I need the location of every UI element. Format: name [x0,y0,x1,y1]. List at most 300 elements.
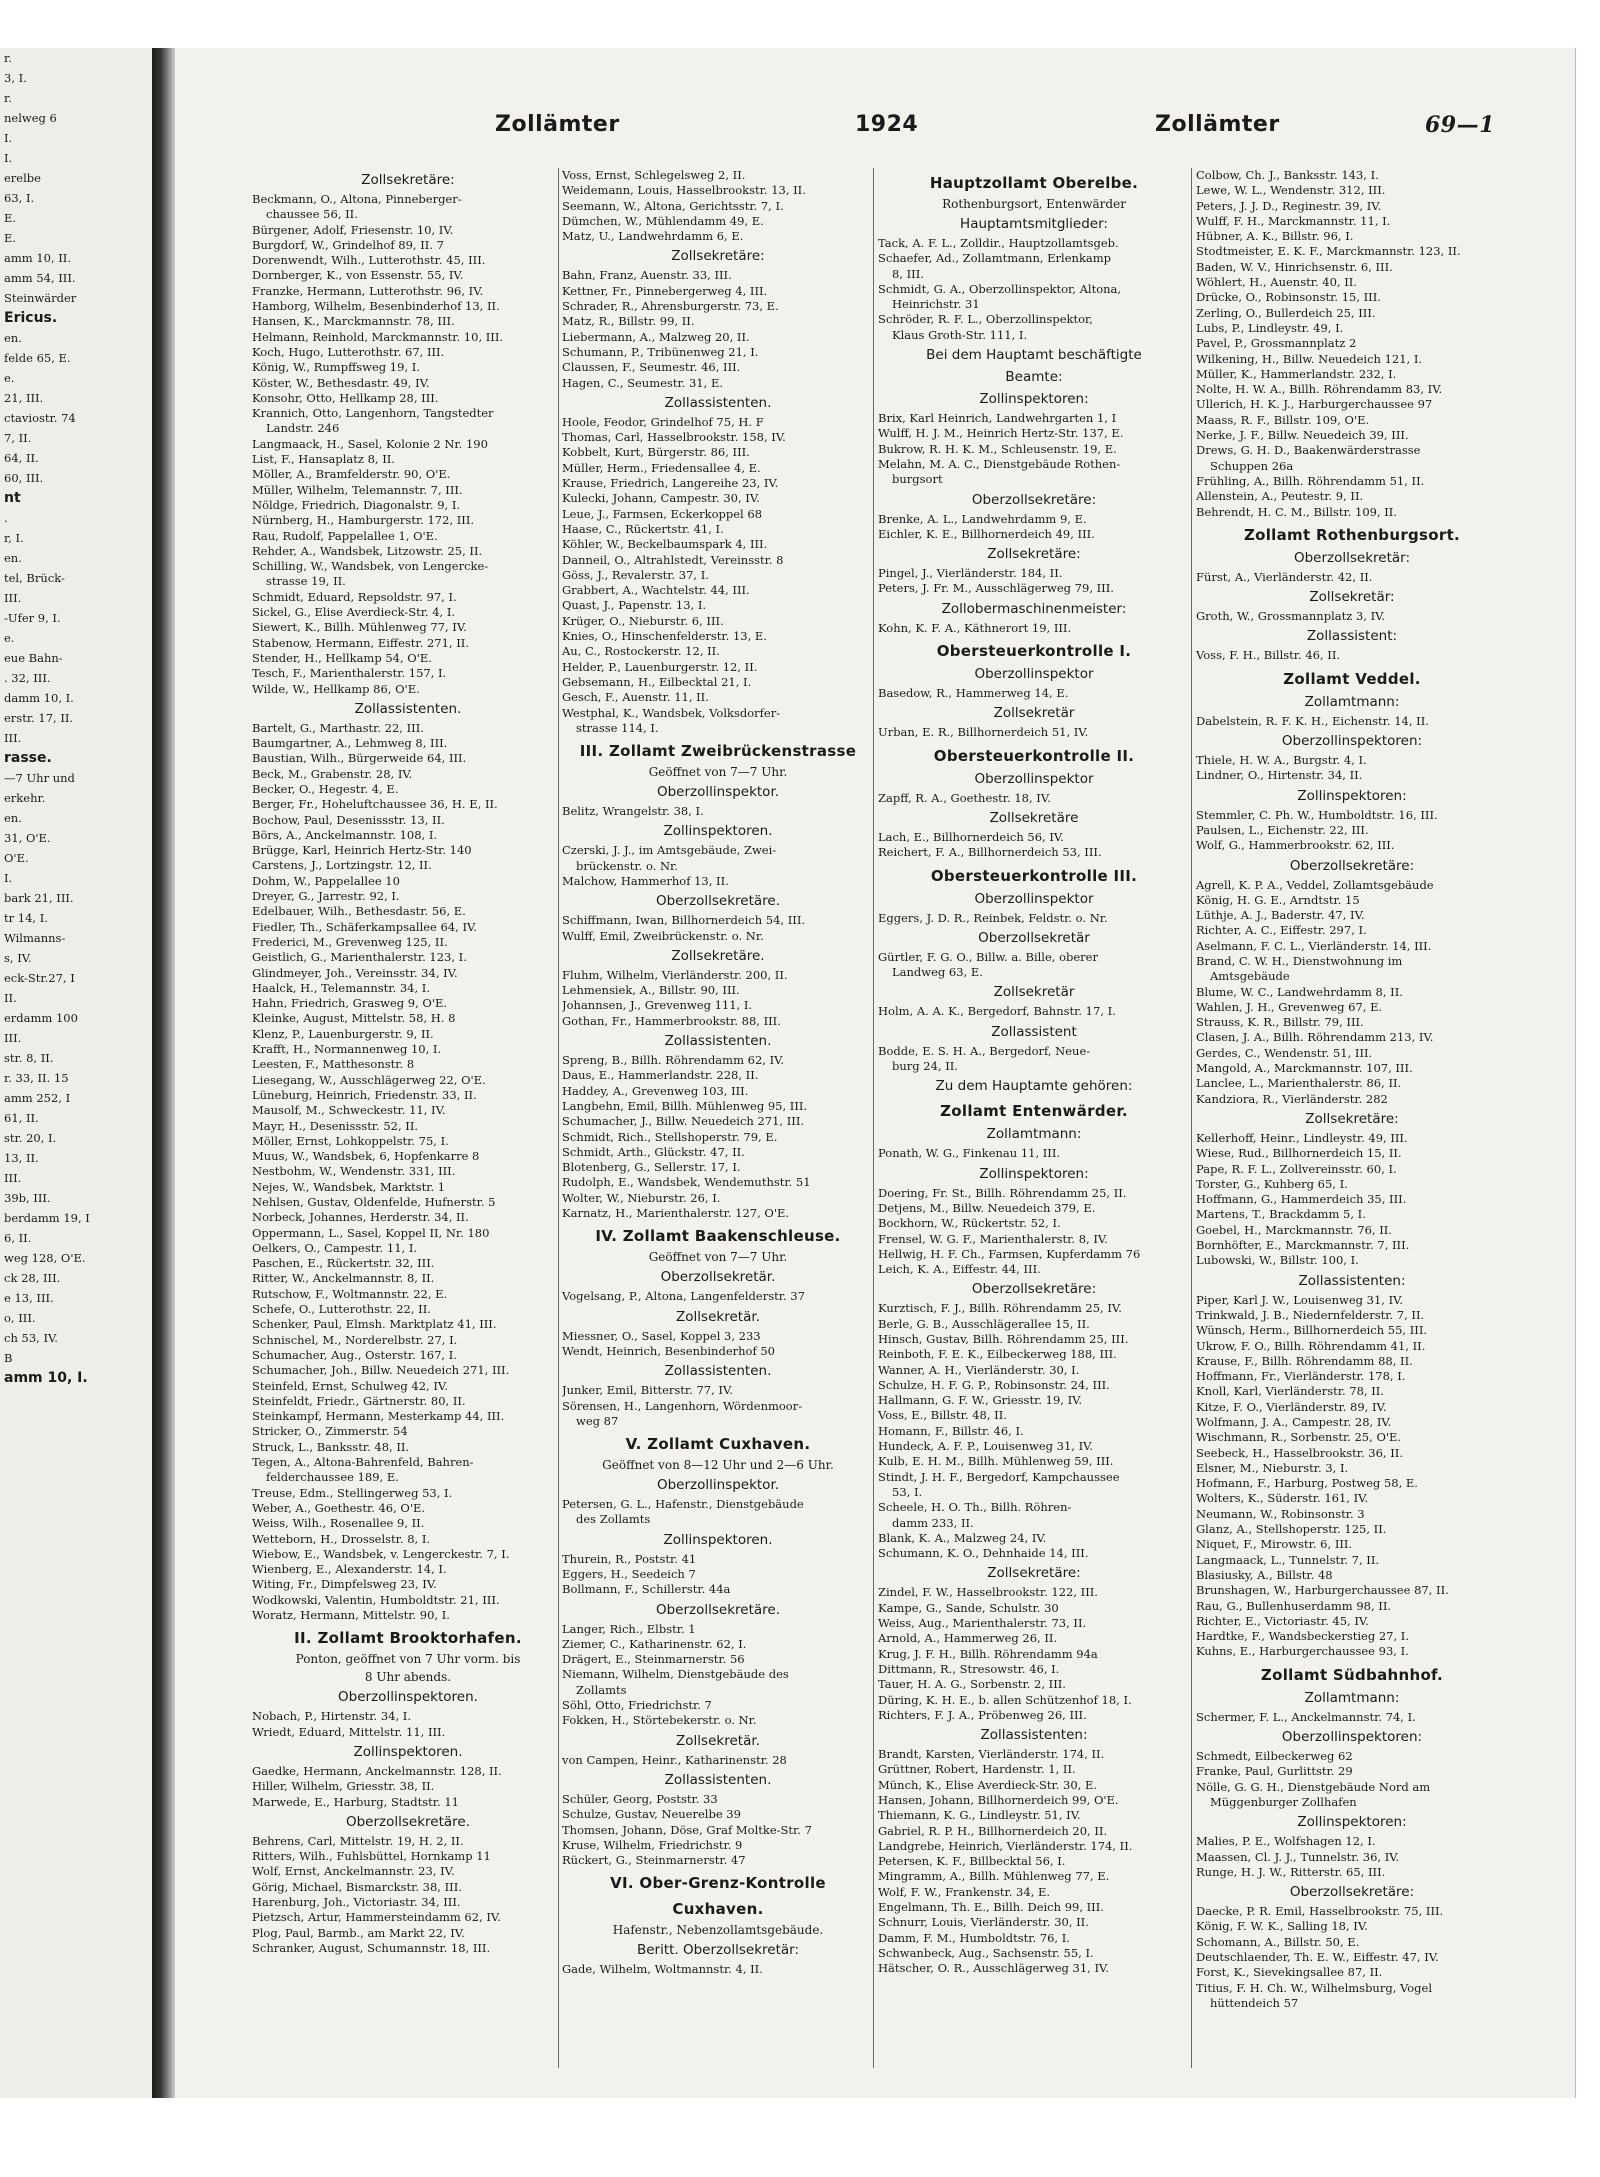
directory-entry: von Campen, Heinr., Katharinenstr. 28 [562,1752,787,1767]
directory-entry: Strauss, K. R., Billstr. 79, III. [1196,1015,1364,1030]
entry-continuation: burg 24, II. [892,1059,958,1074]
directory-entry: Vogelsang, P., Altona, Langenfelderstr. 37 [562,1289,805,1304]
rank-heading: Zollsekretär [993,984,1075,1001]
strip-line: eue Bahn- [4,651,63,665]
directory-entry: Seemann, W., Altona, Gerichtsstr. 7, I. [562,198,784,213]
entry-continuation: damm 233, II. [892,1515,974,1530]
directory-entry: Ziemer, C., Katharinenstr. 62, I. [562,1636,747,1651]
directory-entry: Zerling, O., Bullerdeich 25, III. [1196,305,1376,320]
header-year: 1924 [855,112,919,137]
rank-heading: Zollinspektoren: [1297,1814,1407,1831]
directory-entry: Basedow, R., Hammerweg 14, E. [878,686,1069,701]
directory-entry: Edelbauer, Wilh., Bethesdastr. 56, E. [252,904,466,919]
directory-entry: Voss, F. H., Billstr. 46, II. [1196,648,1341,663]
rank-heading: Zollamtmann: [1304,693,1400,710]
directory-entry: Blank, K. A., Malzweg 24, IV. [878,1530,1047,1545]
directory-entry: Krause, Friedrich, Langereihe 23, IV. [562,476,779,491]
directory-entry: König, W., Rumpffsweg 19, I. [252,360,420,375]
directory-entry: Beckmann, O., Altona, Pinneberger- [252,192,462,206]
directory-entry: Goebel, H., Marckmannstr. 76, II. [1196,1222,1392,1237]
directory-entry: Niemann, Wilhelm, Dienstgebäude des [562,1667,789,1682]
strip-line: amm 10, II. [4,251,72,265]
directory-entry: Franke, Paul, Gurlittstr. 29 [1196,1764,1353,1779]
directory-entry: Frensel, W. G. F., Marienthalerstr. 8, IV. [878,1231,1108,1246]
directory-entry: Schermer, F. L., Anckelmannstr. 74, I. [1196,1709,1416,1724]
directory-entry: Ullerich, H. K. J., Harburgerchaussee 97 [1196,397,1433,412]
directory-entry: Schumacher, Joh., Billw. Neuedeich 271, III. [252,1363,510,1378]
office-heading: Cuxhaven. [672,1900,764,1919]
directory-entry: Krafft, H., Normannenweg 10, I. [252,1042,442,1057]
directory-entry: Wulff, Emil, Zweibrückenstr. o. Nr. [562,928,764,943]
directory-entry: Hofmann, F., Harburg, Postweg 58, E. [1196,1476,1418,1491]
directory-entry: Beck, M., Grabenstr. 28, IV. [252,766,413,781]
directory-entry: Marwede, E., Harburg, Stadtstr. 11 [252,1794,459,1809]
entry-continuation: chaussee 56, II. [266,207,358,222]
directory-entry: Pingel, J., Vierländerstr. 184, II. [878,566,1063,581]
directory-entry: Czerski, J. J., im Amtsgebäude, Zwei- [562,843,777,858]
column-2 [562,168,874,2068]
directory-entry: Titius, F. H. Ch. W., Wilhelmsburg, Vogel [1196,1980,1433,1995]
strip-line: o, III. [4,1311,36,1325]
directory-entry: Voss, E., Billstr. 48, II. [878,1408,1007,1423]
strip-line: 3, I. [4,71,27,85]
directory-entry: Aselmann, F. C. L., Vierländerstr. 14, III. [1196,938,1432,953]
directory-entry: König, H. G. E., Arndtstr. 15 [1196,892,1360,907]
rank-heading: Zollsekretäre: [1305,1110,1399,1127]
office-heading: III. Zollamt Zweibrückenstrasse [579,742,857,761]
strip-line: -Ufer 9, I. [4,611,61,625]
directory-entry: Richter, E., Victoriastr. 45, IV. [1196,1613,1369,1628]
directory-entry: Ritters, Wilh., Fuhlsbüttel, Hornkamp 11 [252,1849,491,1864]
office-note: Geöffnet von 8—12 Uhr und 2—6 Uhr. [602,1458,834,1473]
rank-heading: Zollsekretäre. [671,947,765,964]
directory-entry: Malchow, Hammerhof 13, II. [562,873,729,888]
directory-entry: Lubs, P., Lindleystr. 49, I. [1196,320,1344,335]
directory-entry: Wodkowski, Valentin, Humboldtstr. 21, III. [252,1592,500,1607]
directory-entry: Schröder, R. F. L., Oberzollinspektor, [878,312,1093,327]
directory-entry: Schiffmann, Iwan, Billhornerdeich 54, III. [562,913,806,928]
directory-entry: Pape, R. F. L., Zollvereinsstr. 60, I. [1196,1161,1397,1176]
directory-entry: Brandt, Karsten, Vierländerstr. 174, II. [878,1747,1105,1762]
strip-line: I. [4,151,13,165]
directory-entry: Schrader, R., Ahrensburgerstr. 73, E. [562,299,779,314]
strip-line: 63, I. [4,191,35,205]
directory-entry: Dorenwendt, Wilh., Lutterothstr. 45, III. [252,253,486,268]
strip-line: III. [4,1031,22,1045]
strip-line: erelbe [4,171,41,185]
rank-heading: Zollsekretär. [676,1308,760,1325]
directory-entry: Martens, T., Brackdamm 5, I. [1196,1207,1366,1222]
directory-entry: Nerke, J. F., Billw. Neuedeich 39, III. [1196,428,1409,443]
directory-entry: Krause, F., Billh. Röhrendamm 88, II. [1196,1353,1413,1368]
directory-entry: Schulze, Gustav, Neuerelbe 39 [562,1807,741,1822]
directory-entry: Niquet, F., Mirowstr. 6, III. [1196,1537,1353,1552]
strip-line: —7 Uhr und [4,771,75,785]
directory-entry: Dreyer, G., Jarrestr. 92, I. [252,889,400,904]
directory-entry: Melahn, M. A. C., Dienstgebäude Rothen- [878,456,1121,471]
directory-entry: Haalck, H., Telemannstr. 34, I. [252,980,430,995]
rank-heading: Zollassistent: [1306,628,1398,645]
directory-entry: Rau, Rudolf, Pappelallee 1, O'E. [252,528,438,543]
directory-entry: Petersen, G. L., Hafenstr., Dienstgebäude [562,1497,804,1512]
directory-entry: Hinsch, Gustav, Billh. Röhrendamm 25, III. [878,1331,1129,1346]
directory-entry: Rückert, G., Steinmarnerstr. 47 [562,1853,746,1868]
directory-entry: Glindmeyer, Joh., Vereinsstr. 34, IV. [252,965,458,980]
directory-entry: Tesch, F., Marienthalerstr. 157, I. [252,666,447,681]
directory-entry: Colbow, Ch. J., Banksstr. 143, I. [1196,168,1379,182]
strip-line: 61, II. [4,1111,39,1125]
directory-entry: Gebsemann, H., Eilbecktal 21, I. [562,674,752,689]
rank-heading: Zu dem Hauptamte gehören: [935,1078,1133,1095]
directory-entry: Au, C., Rostockerstr. 12, II. [562,644,720,659]
directory-entry: Neumann, W., Robinsonstr. 3 [1196,1506,1365,1521]
binding-gutter [152,48,175,2098]
directory-entry: Helder, P., Lauenburgerstr. 12, II. [562,659,758,674]
rank-heading: Zollsekretäre: [987,1565,1081,1582]
strip-line: e 13, III. [4,1291,54,1305]
directory-entry: Brand, C. W. H., Dienstwohnung im [1196,953,1403,968]
directory-entry: Berger, Fr., Hoheluftchaussee 36, H. E, II. [252,797,498,812]
directory-entry: Schilling, W., Wandsbek, von Lengercke- [252,559,489,574]
directory-entry: Nobach, P., Hirtenstr. 34, I. [252,1709,411,1724]
directory-entry: Muus, W., Wandsbek, 6, Hopfenkarre 8 [252,1149,480,1164]
directory-entry: Liebermann, A., Malzweg 20, II. [562,329,750,344]
rank-heading: Oberzollinspektoren: [1281,1729,1423,1746]
directory-entry: Krüger, O., Nieburstr. 6, III. [562,613,724,628]
directory-entry: Haddey, A., Grevenweg 103, III. [562,1083,749,1098]
directory-entry: Drägert, E., Steinmarnerstr. 56 [562,1652,745,1667]
directory-entry: Lüthje, A. J., Baderstr. 47, IV. [1196,908,1365,923]
directory-entry: Schüler, Georg, Poststr. 33 [562,1791,718,1806]
strip-line: nt [4,490,21,506]
rank-heading: Oberzollsekretäre: [971,1281,1097,1298]
strip-line: erstr. 17, II. [4,711,74,725]
directory-entry: Wahlen, J. H., Grevenweg 67, E. [1196,999,1383,1014]
directory-entry: Börs, A., Anckelmannstr. 108, I. [252,827,438,842]
directory-entry: Stindt, J. H. F., Bergedorf, Kampchaussee [878,1469,1120,1484]
directory-entry: Wulff, H. J. M., Heinrich Hertz-Str. 137, E. [878,426,1124,441]
directory-entry: Malies, P. E., Wolfshagen 12, I. [1196,1834,1376,1849]
entry-continuation: Müggenburger Zollhafen [1210,1794,1357,1809]
directory-entry: Drücke, O., Robinsonstr. 15, III. [1196,290,1381,305]
directory-entry: Rudolph, E., Wandsbek, Wendemuthstr. 51 [562,1175,811,1190]
directory-entry: Stodtmeister, E. K. F., Marckmannstr. 123, II. [1196,244,1461,259]
rank-heading: Oberzollinspektor. [656,784,780,801]
directory-entry: Behrens, Carl, Mittelstr. 19, H. 2, II. [252,1833,464,1848]
rank-heading: Oberzollsekretäre: [1289,857,1415,874]
directory-entry: Tegen, A., Altona-Bahrenfeld, Bahren- [252,1455,474,1470]
directory-entry: Matz, R., Billstr. 99, II. [562,314,695,329]
directory-entry: Woratz, Hermann, Mittelstr. 90, I. [252,1608,450,1623]
strip-line: Steinwärder [4,291,77,305]
strip-line: 31, O'E. [4,831,51,845]
directory-entry: Möller, A., Bramfelderstr. 90, O'E. [252,467,451,482]
directory-entry: Franzke, Hermann, Lutterothstr. 96, IV. [252,283,484,298]
directory-entry: Schenker, Paul, Elmsh. Marktplatz 41, III. [252,1317,497,1332]
directory-entry: Hahn, Friedrich, Grasweg 9, O'E. [252,996,448,1011]
directory-entry: Doering, Fr. St., Billh. Röhrendamm 25, II. [878,1185,1127,1200]
directory-entry: Kampe, G., Sande, Schulstr. 30 [878,1600,1059,1615]
directory-entry: Harenburg, Joh., Victoriastr. 34, III. [252,1894,461,1909]
strip-line: I. [4,131,13,145]
directory-entry: Junker, Emil, Bitterstr. 77, IV. [562,1383,733,1398]
directory-entry: Schumann, P., Tribünenweg 21, I. [562,344,759,359]
strip-line: erkehr. [4,791,46,805]
rank-heading: Oberzollinspektor. [656,1477,780,1494]
rank-heading: Oberzollsekretäre. [345,1813,471,1830]
directory-entry: Fokken, H., Störtebekerstr. o. Nr. [562,1713,757,1728]
strip-line: 39b, III. [4,1191,51,1205]
directory-entry: Langer, Rich., Elbstr. 1 [562,1621,696,1636]
directory-entry: Berle, G. B., Ausschlägerallee 15, II. [878,1316,1090,1331]
strip-line: erdamm 100 [4,1011,78,1025]
directory-entry: Möller, Ernst, Lohkoppelstr. 75, I. [252,1133,449,1148]
directory-entry: Peters, J. J. D., Reginestr. 39, IV. [1196,198,1382,213]
office-heading: Obersteuerkontrolle I. [936,642,1132,661]
strip-line: damm 10, I. [4,691,74,705]
directory-entry: Thurein, R., Poststr. 41 [562,1551,697,1566]
rank-heading: Zollsekretäre: [987,546,1081,563]
entry-continuation: weg 87 [576,1413,619,1428]
rank-heading: Zollinspektoren. [663,823,773,840]
rank-heading: Oberzollsekretäre. [655,1601,781,1618]
office-heading: VI. Ober-Grenz-Kontrolle [610,1874,826,1893]
directory-entry: Schumacher, J., Billw. Neuedeich 271, III. [562,1114,805,1129]
directory-entry: Wolter, W., Nieburstr. 26, I. [562,1190,721,1205]
entry-continuation: hüttendeich 57 [1210,1995,1299,2010]
directory-entry: Köhler, W., Beckelbaumspark 4, III. [562,537,768,552]
directory-entry: Johannsen, J., Grevenweg 111, I. [562,998,753,1013]
directory-entry: Wischmann, R., Sorbenstr. 25, O'E. [1196,1430,1402,1445]
directory-entry: Kandziora, R., Vierländerstr. 282 [1196,1091,1388,1106]
directory-entry: Eichler, K. E., Billhornerdeich 49, III. [878,526,1095,541]
directory-entry: Nehlsen, Gustav, Oldenfelde, Hufnerstr. 5 [252,1195,496,1209]
directory-entry: Knies, O., Hinschenfelderstr. 13, E. [562,629,767,644]
column-3 [878,168,1190,2068]
strip-line: felde 65, E. [4,351,71,365]
strip-line: B [4,1351,13,1365]
directory-entry: Geistlich, G., Marienthalerstr. 123, I. [252,950,467,965]
directory-entry: Lehmensiek, A., Billstr. 90, III. [562,983,740,998]
directory-entry: Richters, F. J. A., Pröbenweg 26, III. [878,1707,1087,1722]
strip-line: 13, II. [4,1151,39,1165]
entry-continuation: Klaus Groth-Str. 111, I. [892,327,1028,342]
directory-entry: Mingramm, A., Billh. Mühlenweg 77, E. [878,1869,1110,1884]
directory-entry: Piper, Karl J. W., Louisenweg 31, IV. [1196,1292,1404,1307]
directory-entry: Bornhöfter, E., Marckmannstr. 7, III. [1196,1238,1410,1253]
strip-line: Wilmanns- [4,931,66,945]
directory-entry: Hallmann, G. F. W., Griesstr. 19, IV. [878,1393,1083,1408]
office-heading: V. Zollamt Cuxhaven. [625,1435,811,1454]
directory-entry: Stricker, O., Zimmerstr. 54 [252,1424,408,1439]
directory-entry: Dittmann, R., Stresowstr. 46, I. [878,1661,1060,1676]
directory-entry: Burgdorf, W., Grindelhof 89, II. 7 [252,237,444,252]
directory-entry: Voss, Ernst, Schlegelsweg 2, II. [562,168,746,182]
directory-entry: Clasen, J. A., Billh. Röhrendamm 213, IV. [1196,1030,1434,1045]
directory-entry: Norbeck, Johannes, Herderstr. 34, II. [252,1210,469,1225]
directory-entry: Schaefer, Ad., Zollamtmann, Erlenkamp [878,251,1112,266]
directory-entry: Ritter, W., Anckelmannstr. 8, II. [252,1271,435,1286]
directory-entry: Belitz, Wrangelstr. 38, I. [562,804,704,819]
directory-entry: Groth, W., Grossmannplatz 3, IV. [1196,609,1386,624]
directory-entry: Dümchen, W., Mühlendamm 49, E. [562,213,764,228]
directory-entry: Siewert, K., Billh. Mühlenweg 77, IV. [252,620,467,635]
strip-line: r. 33, II. 15 [4,1071,69,1085]
directory-entry: Wolfmann, J. A., Campestr. 28, IV. [1196,1415,1392,1429]
rank-heading: Oberzollsekretär [978,929,1090,946]
directory-entry: Claussen, F., Seumestr. 46, III. [562,360,741,375]
strip-line: rasse. [4,750,52,766]
directory-entry: Bockhorn, W., Rückertstr. 52, I. [878,1216,1061,1231]
directory-entry: Oppermann, L., Sasel, Koppel II, Nr. 180 [252,1225,490,1240]
directory-entry: Gesch, F., Auenstr. 11, II. [562,690,709,705]
directory-entry: Konsohr, Otto, Hellkamp 28, III. [252,390,439,405]
directory-entry: Hansen, Johann, Billhornerdeich 99, O'E. [878,1793,1119,1807]
directory-entry: Müller, Herm., Friedensallee 4, E. [562,460,761,475]
directory-entry: Wolf, F. W., Frankenstr. 34, E. [878,1884,1051,1899]
office-heading: II. Zollamt Brooktorhafen. [294,1629,522,1648]
directory-entry: Zindel, F. W., Hasselbrookstr. 122, III. [878,1585,1098,1600]
rank-heading: Oberzollinspektoren. [338,1689,478,1706]
directory-entry: Gade, Wilhelm, Woltmannstr. 4, II. [562,1962,763,1977]
entry-continuation: Amtsgebäude [1210,969,1290,984]
directory-entry: Holm, A. A. K., Bergedorf, Bahnstr. 17, I. [878,1004,1116,1019]
directory-entry: Zapff, R. A., Goethestr. 18, IV. [878,790,1051,805]
entry-continuation: Zollamts [576,1682,627,1697]
directory-entry: Hamborg, Wilhelm, Besenbinderhof 13, II. [252,299,500,314]
directory-entry: Wilde, W., Hellkamp 86, O'E. [252,681,420,696]
directory-entry: Gaedke, Hermann, Anckelmannstr. 128, II. [252,1763,502,1778]
directory-entry: Ponath, W. G., Finkenau 11, III. [878,1146,1061,1161]
directory-entry: Langmaack, H., Sasel, Kolonie 2 Nr. 190 [252,436,488,451]
directory-entry: Langmaack, L., Tunnelstr. 7, II. [1196,1552,1380,1567]
directory-entry: Kurztisch, F. J., Billh. Röhrendamm 25, IV. [878,1301,1122,1316]
directory-entry: Schmidt, Eduard, Repsoldstr. 97, I. [252,589,457,604]
directory-entry: Hagen, C., Seumestr. 31, E. [562,375,723,390]
directory-entry: Seebeck, H., Hasselbrookstr. 36, II. [1196,1445,1403,1460]
directory-entry: Homann, F., Billstr. 46, I. [878,1423,1024,1438]
directory-entry: Wiese, Rud., Billhornerdeich 15, II. [1196,1146,1402,1161]
directory-entry: Schulze, H. F. G. P., Robinsonstr. 24, III. [878,1377,1110,1392]
rank-heading: Zollsekretär: [1309,589,1395,606]
directory-entry: Paulsen, L., Eichenstr. 22, III. [1196,822,1369,837]
directory-entry: Gerdes, C., Wendenstr. 51, III. [1196,1045,1373,1060]
directory-entry: Bartelt, G., Marthastr. 22, III. [252,720,424,735]
directory-entry: Nolte, H. W. A., Billh. Röhrendamm 83, IV. [1196,382,1443,397]
office-heading: Zollamt Entenwärder. [940,1102,1128,1121]
strip-line: r. [4,91,12,105]
directory-entry: Dabelstein, R. F. K. H., Eichenstr. 14, II. [1196,713,1429,728]
directory-entry: Leue, J., Farmsen, Eckerkoppel 68 [562,506,763,521]
directory-entry: Kohn, K. F. A., Käthnerort 19, III. [878,620,1072,635]
directory-entry: Fiedler, Th., Schäferkampsallee 64, IV. [252,919,477,934]
directory-entry: Nölle, G. G. H., Dienstgebäude Nord am [1196,1779,1431,1794]
directory-entry: Pietzsch, Artur, Hammersteindamm 62, IV. [252,1910,501,1925]
directory-entry: Stender, H., Hellkamp 54, O'E. [252,650,432,665]
directory-entry: Tack, A. F. L., Zolldir., Hauptzollamtsgeb. [878,236,1119,250]
strip-line: Ericus. [4,310,58,326]
directory-entry: Deutschlaender, Th. E. W., Eiffestr. 47, IV. [1196,1950,1439,1965]
entry-continuation: Schuppen 26a [1210,458,1294,473]
directory-entry: Hellwig, H. F. Ch., Farmsen, Kupferdamm 76 [878,1246,1141,1261]
directory-entry: Mayr, H., Desenissstr. 52, II. [252,1118,419,1133]
directory-entry: Kitze, F. O., Vierländerstr. 89, IV. [1196,1399,1387,1414]
strip-line: str. 8, II. [4,1051,54,1065]
directory-entry: Oelkers, O., Campestr. 11, I. [252,1240,418,1255]
rank-heading: Oberzollsekretär: [1293,549,1411,566]
office-note: Rothenburgsort, Entenwärder [942,197,1126,211]
rank-heading: Zollassistenten: [1298,1272,1406,1289]
strip-line: ctaviostr. 74 [4,411,76,425]
directory-entry: Eggers, J. D. R., Reinbek, Feldstr. o. Nr. [878,910,1108,925]
directory-entry: Eggers, H., Seedeich 7 [562,1567,696,1581]
directory-entry: Peters, J. Fr. M., Ausschlägerweg 79, III. [878,581,1114,596]
directory-entry: Urban, E. R., Billhornerdeich 51, IV. [878,725,1089,740]
directory-entry: Hübner, A. K., Billstr. 96, I. [1196,229,1354,244]
directory-entry: Gothan, Fr., Hammerbrookstr. 88, III. [562,1013,781,1028]
office-note: 8 Uhr abends. [364,1670,452,1685]
entry-continuation: Landweg 63, E. [892,965,983,980]
strip-line: ch 53, IV. [4,1331,58,1345]
strip-line: en. [4,811,22,825]
strip-line: . [4,511,8,525]
directory-entry: Witing, Fr., Dimpfelsweg 23, IV. [252,1577,437,1592]
directory-entry: Daecke, P. R. Emil, Hasselbrookstr. 75, III. [1196,1904,1444,1919]
directory-entry: Lubowski, W., Billstr. 100, I. [1196,1253,1359,1268]
directory-entry: Blotenberg, G., Sellerstr. 17, I. [562,1160,741,1175]
directory-entry: Koch, Hugo, Lutterothstr. 67, III. [252,344,445,359]
directory-entry: Wendt, Heinrich, Besenbinderhof 50 [562,1343,775,1358]
directory-entry: Sörensen, H., Langenhorn, Wördenmoor- [562,1398,803,1413]
directory-entry: Hansen, K., Marckmannstr. 78, III. [252,314,455,329]
directory-entry: Plog, Paul, Barmb., am Markt 22, IV. [252,1925,465,1940]
rank-heading: Hauptamtsmitglieder: [960,216,1108,232]
directory-entry: Weiss, Wilh., Rosenallee 9, II. [252,1516,425,1531]
directory-entry: Kettner, Fr., Pinnebergerweg 4, III. [562,283,768,298]
directory-entry: Tauer, H. A. G., Sorbenstr. 2, III. [878,1677,1066,1692]
entry-continuation: 8, III. [892,266,924,281]
strip-line: r, I. [4,531,24,545]
directory-entry: Pavel, P., Grossmannplatz 2 [1196,336,1357,351]
directory-entry: Rutschow, F., Woltmannstr. 22, E. [252,1286,448,1301]
directory-entry: Grüttner, Robert, Hardenstr. 1, II. [878,1762,1076,1777]
rank-heading: Zollsekretäre: [361,172,455,188]
rank-heading: Oberzollsekretäre: [971,491,1097,508]
directory-entry: Thomsen, Johann, Döse, Graf Moltke-Str. 7 [562,1822,812,1837]
directory-entry: Petersen, K. F., Billbecktal 56, I. [878,1854,1066,1869]
rank-heading: Zollassistenten. [664,394,772,411]
column-1 [252,168,564,2068]
directory-entry: Brunshagen, W., Harburgerchaussee 87, II. [1196,1583,1449,1598]
directory-entry: Brix, Karl Heinrich, Landwehrgarten 1, I [878,411,1117,426]
directory-entry: Helmann, Reinhold, Marckmannstr. 10, III. [252,329,504,344]
header-left-title: Zollämter [495,112,620,137]
strip-line: amm 10, I. [4,1370,88,1386]
strip-line: nelweg 6 [4,111,57,125]
rank-heading: Zollassistent [991,1023,1077,1040]
directory-entry: Rau, G., Bullenhuserdamm 98, II. [1196,1598,1392,1613]
directory-entry: Steinfeld, Ernst, Schulweg 42, IV. [252,1378,448,1393]
rank-heading: Zollamtmann: [1304,1689,1400,1706]
rank-heading: Zollsekretär. [676,1732,760,1749]
header-right-title: Zollämter [1155,112,1280,137]
directory-entry: Schnischel, M., Norderelbstr. 27, I. [252,1332,458,1347]
rank-heading: Zollinspektoren. [353,1743,463,1760]
entry-continuation: Heinrichstr. 31 [892,297,980,312]
rank-heading: Zollamtmann: [986,1126,1082,1143]
strip-line: tel, Brück- [4,571,65,585]
rank-heading: Zollinspektoren: [979,391,1089,408]
